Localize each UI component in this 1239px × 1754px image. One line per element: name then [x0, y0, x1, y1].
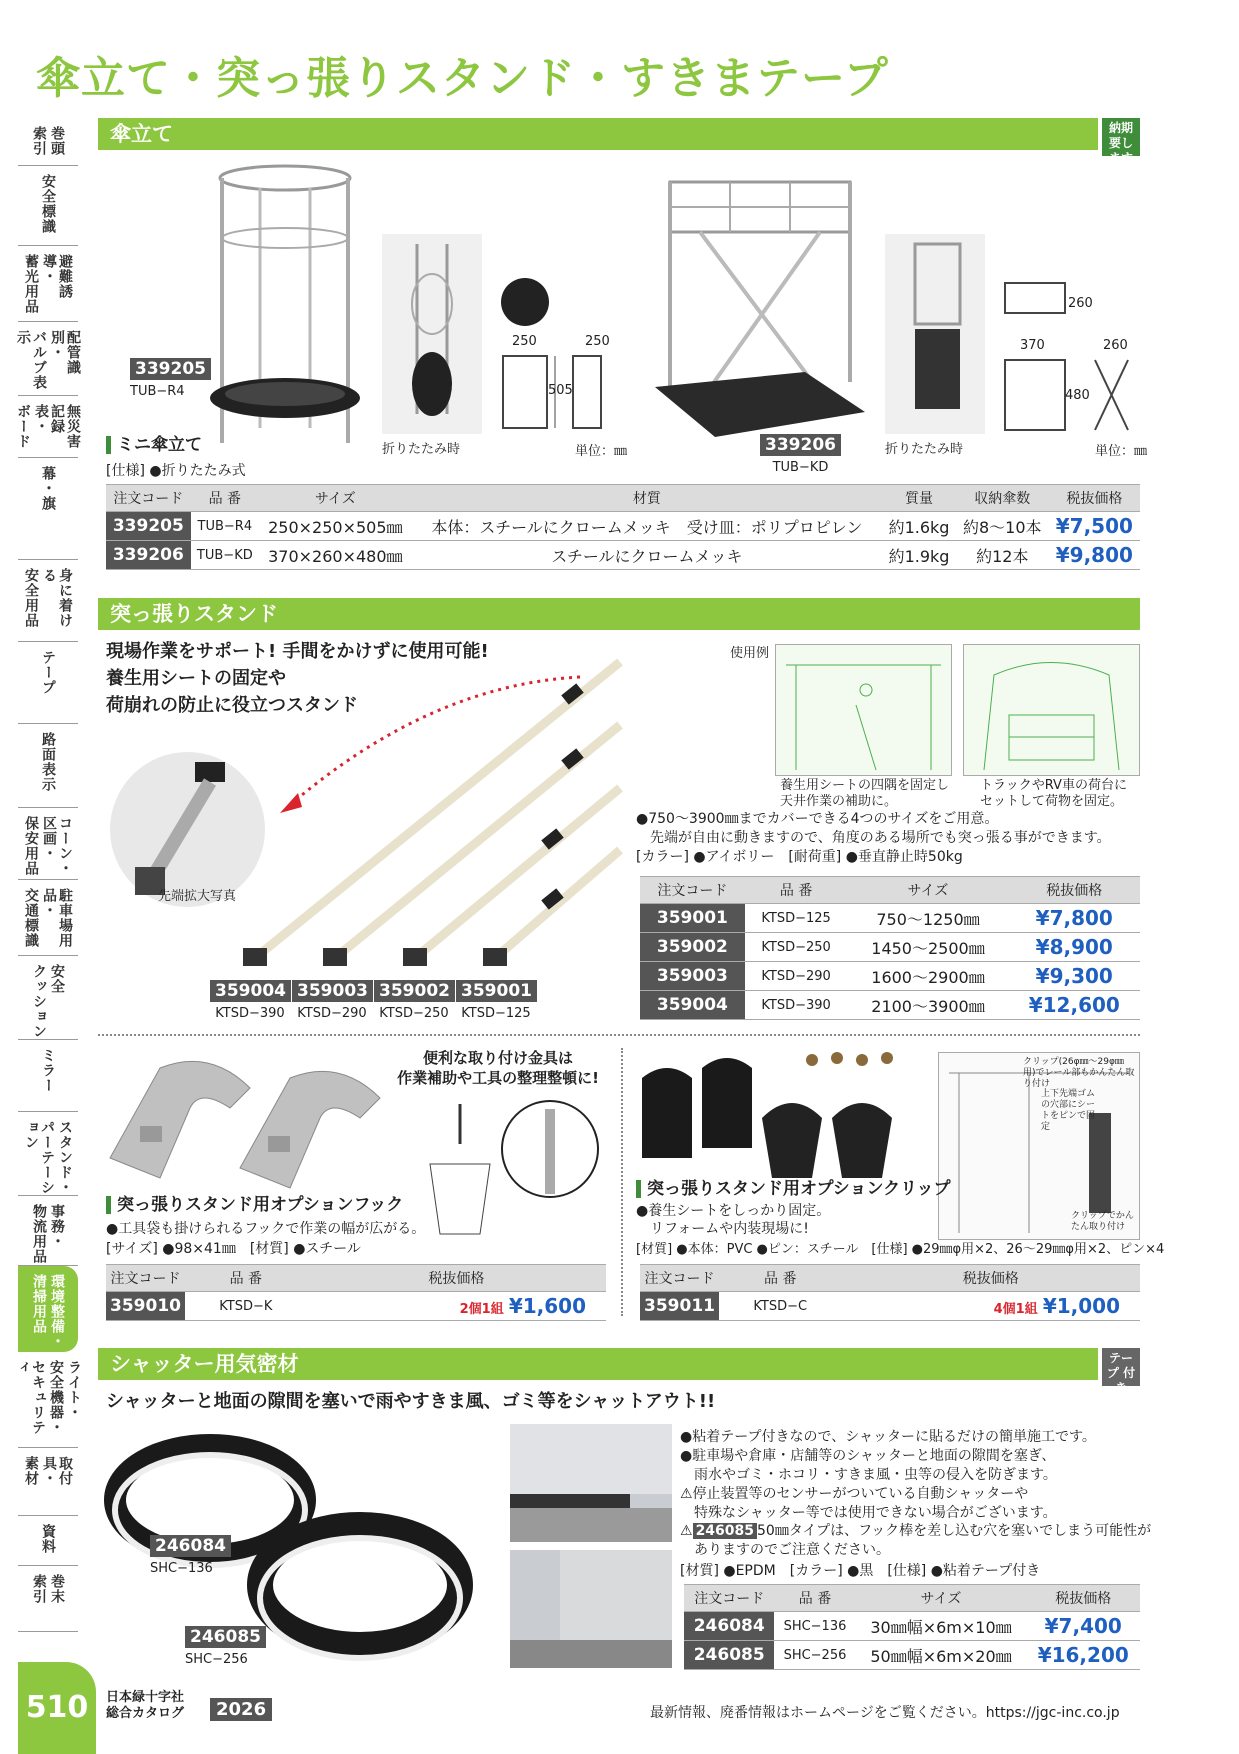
sub-title-hook: 突っ張りスタンド用オプションフック: [106, 1196, 403, 1214]
table-header: 品 番: [185, 1265, 307, 1292]
sidebar-item-14[interactable]: [18, 1196, 78, 1266]
sidebar-item-17[interactable]: [18, 1448, 78, 1516]
sidebar-item-label: バルブ表示: [15, 330, 47, 390]
table-cell: 約1.6kg: [882, 512, 956, 541]
table-row: [640, 991, 1140, 1020]
order-code: 246085: [684, 1641, 774, 1670]
product-label-246085: 246085 SHC−256: [185, 1626, 266, 1667]
page-number: 510: [18, 1662, 96, 1754]
sidebar-item-16[interactable]: [14, 1352, 82, 1448]
sidebar-item-6[interactable]: [18, 560, 78, 642]
sidebar-item-label: 駐車場用品・: [41, 888, 73, 948]
table-header: 注文コード: [106, 485, 191, 512]
table-row: [684, 1641, 1140, 1670]
price: ¥7,500: [1049, 512, 1140, 541]
sidebar-item-label: 配管識別・: [49, 330, 81, 375]
sidebar-item-label: 索引: [31, 126, 47, 156]
shutter-photo-1: [510, 1424, 672, 1542]
table-row: [640, 904, 1140, 933]
table-row: [684, 1612, 1140, 1641]
price: ¥7,800: [1009, 904, 1140, 933]
hook-qty: 2個1組: [459, 1302, 504, 1317]
dim2-depth2: 260: [1103, 338, 1128, 353]
sidebar-item-18[interactable]: [18, 1516, 78, 1566]
sidebar-item-label: 避難誘導・: [41, 254, 73, 299]
order-code: 339206: [106, 541, 191, 570]
sidebar-item-label: 素材: [23, 1456, 39, 1486]
table-header: 税抜価格: [841, 1265, 1140, 1292]
hook-spec: [サイズ] ●98×41㎜ [材質] ●スチール: [106, 1241, 361, 1257]
sidebar-item-label: 安全用品: [23, 568, 39, 628]
pole-label: 359004 KTSD−390: [210, 980, 290, 1021]
table-shutter: [684, 1584, 1140, 1670]
table-header: 品 番: [719, 1265, 841, 1292]
dim1-height: 505: [548, 383, 573, 398]
table-header: 品 番: [191, 485, 259, 512]
sidebar-item-label: 安全機器・: [48, 1360, 64, 1435]
order-code: 246084: [684, 1612, 774, 1641]
hook-usage-image: [420, 1094, 610, 1244]
order-code: 359004: [640, 991, 745, 1020]
sidebar-item-label: 安全標識: [40, 174, 56, 234]
table-row: [640, 962, 1140, 991]
table-header: 質量: [882, 485, 956, 512]
usage-image-1: [775, 644, 952, 776]
dim2-width: 370: [1020, 338, 1045, 353]
table-row: [106, 541, 1140, 570]
table-cell: KTSD−125: [745, 904, 848, 933]
table-clip: [640, 1264, 1140, 1321]
table-header: 税抜価格: [1026, 1585, 1140, 1612]
dim1-width: 250: [512, 334, 537, 349]
sidebar-item-label: 幕・旗: [40, 466, 56, 511]
clip-code: 359011: [640, 1292, 719, 1321]
unit-label-1: 単位：㎜: [575, 444, 628, 459]
table-cell: SHC−256: [774, 1641, 855, 1670]
divider: [98, 1034, 1140, 1036]
table-cell: 2100〜3900㎜: [847, 991, 1008, 1020]
table-cell: KTSD−250: [745, 933, 848, 962]
product-label-246084: 246084 SHC−136: [150, 1535, 231, 1576]
table-header: 品 番: [774, 1585, 855, 1612]
table-cell: 750〜1250㎜: [847, 904, 1008, 933]
sidebar-item-1[interactable]: [18, 166, 78, 246]
product-label-339206: 339206 TUB−KD: [760, 434, 841, 475]
shutter-note: 雨水やゴミ・ホコリ・すきま風・虫等の侵入を防ぎます。: [680, 1467, 1057, 1483]
price: ¥8,900: [1009, 933, 1140, 962]
sidebar-item-10[interactable]: [18, 880, 78, 956]
table-cell: 本体：スチールにクロームメッキ 受け皿：ポリプロピレン: [412, 512, 882, 541]
table-cell: 1450〜2500㎜: [847, 933, 1008, 962]
product-label-339205: 339205 TUB−R4: [130, 358, 211, 399]
shutter-note: ●粘着テープ付きなので、シャッターに貼るだけの簡単施工です。: [680, 1429, 1096, 1445]
table-cell: 50㎜幅×6m×20㎜: [856, 1641, 1027, 1670]
dim1-depth: 250: [585, 334, 610, 349]
table-cell: TUB−KD: [191, 541, 259, 570]
sidebar-item-label: 物流用品: [31, 1204, 47, 1264]
sidebar-item-label: 取付具・: [41, 1456, 73, 1486]
publisher: 日本緑十字社 総合カタログ: [106, 1690, 185, 1721]
clip-diagram-note2: 上下先端ゴムの穴部にシートをピンで固定: [1041, 1089, 1096, 1132]
price: ¥9,800: [1049, 541, 1140, 570]
shutter-notes: [680, 1428, 1096, 1523]
badge-tape: テープ 付き: [1102, 1348, 1140, 1386]
sidebar-item-2[interactable]: [18, 246, 78, 322]
dim2-height: 480: [1065, 388, 1090, 403]
table-header: 収納傘数: [956, 485, 1049, 512]
sub-title-mini-kasa: ミニ傘立て: [106, 436, 202, 454]
sidebar-item-label: 環境整備・: [49, 1274, 65, 1349]
sidebar-item-11[interactable]: [18, 956, 78, 1040]
divider-vertical: [621, 1048, 623, 1316]
hook-model: KTSD−K: [185, 1292, 307, 1321]
hook-note: ●工具袋も掛けられるフックで作業の幅が広がる。: [106, 1221, 426, 1237]
umbrella-stand-kd-folded-image: [885, 234, 985, 434]
pole-label: 359001 KTSD−125: [456, 980, 536, 1021]
table-cell: KTSD−290: [745, 962, 848, 991]
dim2-depth: 260: [1068, 296, 1093, 311]
sidebar-item-15[interactable]: [18, 1266, 78, 1352]
sidebar-item-label: 交通標識: [23, 888, 39, 948]
table-header: 注文コード: [640, 877, 745, 904]
closeup-label: 先端拡大写真: [158, 889, 237, 904]
sidebar-item-label: 保安用品: [23, 816, 39, 876]
badge-delivery: 納期 要します: [1102, 118, 1140, 156]
order-code: 339205: [106, 512, 191, 541]
clip-qty: 4個1組: [993, 1302, 1038, 1317]
sidebar-item-label: ライト・: [66, 1360, 82, 1420]
table-cell: 370×260×480㎜: [259, 541, 412, 570]
umbrella-stand-kd-image: [650, 172, 870, 462]
table-header: 税抜価格: [1009, 877, 1140, 904]
section-bar-kasa: 傘立て: [98, 118, 1098, 150]
shutter-headline: シャッターと地面の隙間を塞いで雨やすきま風、ゴミ等をシャットアウト!!: [106, 1391, 716, 1412]
sidebar-item-label: 巻頭: [49, 126, 65, 156]
sidebar-item-label: 身に着ける: [41, 568, 73, 628]
usage-caption-1: 養生用シートの四隅を固定し 天井作業の補助に。: [780, 778, 950, 809]
pole-label: 359002 KTSD−250: [374, 980, 454, 1021]
table-header: サイズ: [856, 1585, 1027, 1612]
table-cell: TUB−R4: [191, 512, 259, 541]
usage-label: 使用例: [730, 646, 770, 661]
clip-diagram-note1: クリップ(26φ㎜〜29φ㎜用)でレール部もかんたん取り付け: [1023, 1057, 1135, 1089]
table-row: [106, 512, 1140, 541]
order-code: 359002: [640, 933, 745, 962]
sidebar-item-label: セキュリティ: [14, 1360, 46, 1435]
sidebar-item-9[interactable]: [18, 808, 78, 880]
table-header: 税抜価格: [1049, 485, 1140, 512]
sidebar-item-12[interactable]: [18, 1040, 78, 1112]
price: ¥16,200: [1026, 1641, 1140, 1670]
hook-callout: 便利な取り付け金具は 作業補助や工具の整理整頓に!: [397, 1049, 599, 1087]
table-cell: スチールにクロームメッキ: [412, 541, 882, 570]
sidebar-item-5[interactable]: [18, 458, 78, 560]
price: ¥9,300: [1009, 962, 1140, 991]
table-header: サイズ: [847, 877, 1008, 904]
table-cell: KTSD−390: [745, 991, 848, 1020]
page-title: 傘立て・突っ張りスタンド・すきまテープ: [36, 53, 889, 104]
sidebar-item-label: クッション: [31, 964, 47, 1039]
clip-image: [632, 1048, 932, 1188]
sidebar-item-label: コーン・区画・: [41, 816, 73, 876]
clip-diagram-note3: クリップでかんたん取り付け: [1071, 1211, 1134, 1232]
sidebar-item-label: 路面表示: [40, 732, 56, 792]
table-stand: [640, 876, 1140, 1020]
table-cell: SHC−136: [774, 1612, 855, 1641]
table-header: サイズ: [259, 485, 412, 512]
umbrella-stand-round-image: [200, 158, 370, 458]
table-cell: 1600〜2900㎜: [847, 962, 1008, 991]
usage-caption-2: トラックやRV車の荷台に セットして荷物を固定。: [980, 778, 1127, 809]
stand-headline: 現場作業をサポート! 手間をかけずに使用可能! 養生用シートの固定や 荷崩れの防止に役立つスタンド: [106, 641, 489, 716]
clip-note2: リフォームや内装現場に!: [636, 1221, 809, 1237]
folded-label-2: 折りたたみ時: [885, 442, 964, 457]
clip-note1: ●養生シートをしっかり固定。: [636, 1203, 831, 1219]
usage-image-2: [963, 644, 1140, 776]
price: ¥7,400: [1026, 1612, 1140, 1641]
dimension-drawing-1: [495, 270, 605, 440]
table-header: 税抜価格: [307, 1265, 606, 1292]
order-code: 359001: [640, 904, 745, 933]
sidebar-item-3[interactable]: [15, 322, 81, 396]
table-kasa: [106, 484, 1140, 570]
clip-price: ¥1,000: [1042, 1294, 1120, 1318]
section-bar-shutter: シャッター用気密材: [98, 1348, 1098, 1380]
table-header: 注文コード: [106, 1265, 185, 1292]
sidebar-item-label: 安全: [49, 964, 65, 994]
table-header: 注文コード: [640, 1265, 719, 1292]
clip-diagram: [938, 1052, 1140, 1240]
table-cell: 約12本: [956, 541, 1049, 570]
sidebar-item-4[interactable]: [15, 396, 81, 458]
clip-spec: [材質] ●本体：PVC ●ピン：スチール [仕様] ●29㎜φ用×2、26〜29㎜φ用×2、ピン×4: [636, 1242, 1165, 1257]
warning-code-246085: 246085: [693, 1523, 757, 1539]
sidebar-item-label: ボード: [15, 404, 31, 449]
table-cell: 約1.9kg: [882, 541, 956, 570]
sidebar-item-8[interactable]: [18, 724, 78, 808]
table-header: 材質: [412, 485, 882, 512]
sub-title-clip: 突っ張りスタンド用オプションクリップ: [636, 1180, 950, 1198]
sidebar-item-label: 事務・: [49, 1204, 65, 1249]
shutter-note: 特殊なシャッター等では使用できない場合がございます。: [680, 1505, 1057, 1521]
clip-model: KTSD−C: [719, 1292, 841, 1321]
sidebar-item-label: 資料: [40, 1524, 56, 1554]
price: ¥12,600: [1009, 991, 1140, 1020]
table-header: 品 番: [745, 877, 848, 904]
umbrella-stand-folded-image: [382, 234, 482, 434]
table-cell: 250×250×505㎜: [259, 512, 412, 541]
shutter-note: ⚠停止装置等のセンサーがついている自動シャッターや: [680, 1486, 1029, 1502]
sidebar-item-label: 清掃用品: [31, 1274, 47, 1334]
unit-label-2: 単位：㎜: [1095, 444, 1148, 459]
shutter-photo-2: [510, 1550, 672, 1668]
hook-code: 359010: [106, 1292, 185, 1321]
sidebar-item-label: 無災害記録表・: [33, 404, 81, 449]
footer-info: 最新情報、廃番情報はホームページをご覧ください。https://jgc-inc.co.jp: [650, 1705, 1120, 1721]
sidebar-item-13[interactable]: [18, 1112, 78, 1196]
sidebar-item-label: 巻末: [49, 1574, 65, 1604]
table-cell: 30㎜幅×6m×10㎜: [856, 1612, 1027, 1641]
order-code: 359003: [640, 962, 745, 991]
section-bar-stand: 突っ張りスタンド: [98, 598, 1140, 630]
sidebar-item-label: スタンド・: [57, 1120, 73, 1195]
sidebar-item-label: パーテーション: [23, 1120, 55, 1195]
stand-notes: ●750〜3900㎜までカバーできる4つのサイズをご用意。 先端が自由に動きますので、角度のある場所でも突っ張る事ができます。 [カラー] ●アイボリー [耐荷重] ●垂直静止時50kg: [636, 811, 1111, 865]
sidebar-item-0[interactable]: [18, 118, 78, 166]
shutter-spec: [材質] ●EPDM [カラー] ●黒 [仕様] ●粘着テープ付き: [680, 1563, 1041, 1579]
pole-label: 359003 KTSD−290: [292, 980, 372, 1021]
tension-poles-image: [235, 640, 655, 980]
sidebar-item-label: 索引: [31, 1574, 47, 1604]
shutter-note: ●駐車場や倉庫・店舗等のシャッターと地面の隙間を塞ぎ、: [680, 1448, 1056, 1464]
spec-kasa: [仕様] ●折りたたみ式: [106, 463, 246, 479]
folded-label-1: 折りたたみ時: [382, 442, 461, 457]
table-header: 注文コード: [684, 1585, 774, 1612]
sidebar-item-label: テープ: [40, 650, 56, 695]
hook-image: [100, 1048, 390, 1188]
sidebar-item-label: 蓄光用品: [23, 254, 39, 314]
table-row: [640, 933, 1140, 962]
table-cell: 約8〜10本: [956, 512, 1049, 541]
sidebar-item-19[interactable]: [18, 1566, 78, 1632]
sidebar-item-label: ミラー: [40, 1048, 56, 1093]
hook-price: ¥1,600: [508, 1294, 586, 1318]
table-hook: [106, 1264, 606, 1321]
sidebar-item-7[interactable]: [18, 642, 78, 724]
shutter-warning-2: ⚠ 246085 50㎜タイプは、フック棒を差し込む穴を塞いでしまう可能性が ありますのでご注意ください。: [680, 1523, 1152, 1558]
catalog-year: 2026: [210, 1698, 272, 1721]
